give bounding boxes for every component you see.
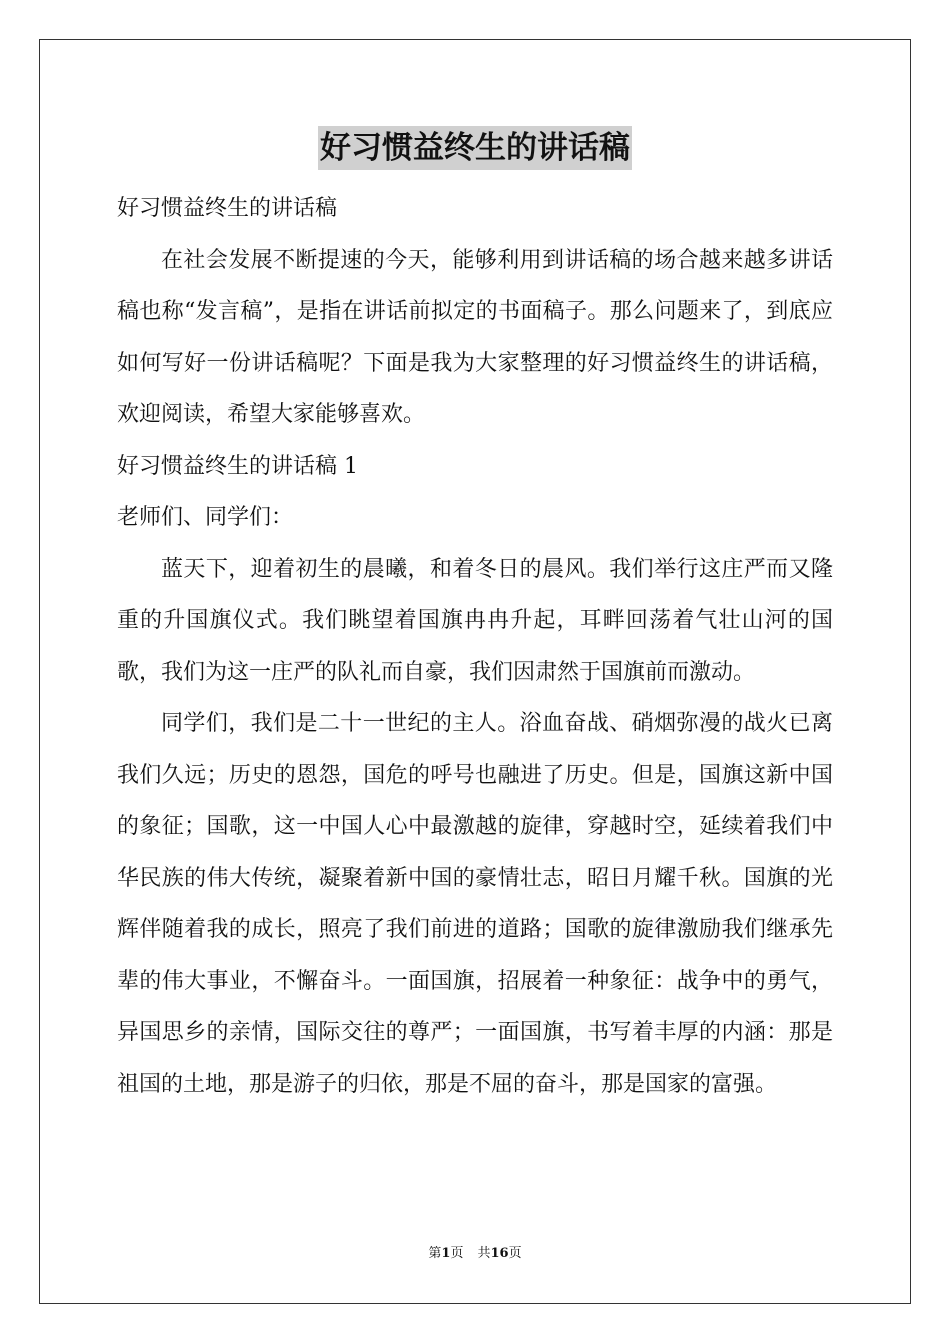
total-prefix: 共 [477, 1246, 491, 1261]
page-suffix: 页 [450, 1246, 464, 1261]
paragraph: 好习惯益终生的讲话稿 [117, 196, 338, 221]
page-footer [0, 1244, 950, 1264]
title-container [0, 126, 950, 170]
paragraph: 在社会发展不断提速的今天，能够利用到讲话稿的场合越来越多讲话稿也称“发言稿”，是指在讲话前拟定的书面稿子。那么问题来了，到底应如何写好一份讲话稿呢？下面是我为大家整理的好习惯益终生的讲话稿，欢迎阅读，希望大家能够喜欢。 [117, 247, 833, 427]
document-title: 好习惯益终生的讲话稿 [318, 126, 632, 170]
total-suffix: 页 [508, 1246, 522, 1261]
total-pages: 16 [490, 1246, 509, 1261]
paragraph: 蓝天下，迎着初生的晨曦，和着冬日的晨风。我们举行这庄严而又隆重的升国旗仪式。我们眺望着国旗冉冉升起，耳畔回荡着气壮山河的国歌，我们为这一庄严的队礼而自豪，我们因肃然于国旗前而激动。 [117, 556, 833, 685]
section-heading: 好习惯益终生的讲话稿 1 [117, 453, 358, 479]
salutation: 老师们、同学们： [117, 505, 294, 530]
page-number: 1 [441, 1246, 451, 1261]
document-body [117, 183, 833, 1110]
page-prefix: 第 [428, 1246, 442, 1261]
paragraph: 同学们，我们是二十一世纪的主人。浴血奋战、硝烟弥漫的战火已离我们久远；历史的恩怨，国危的呼号也融进了历史。但是，国旗这新中国的象征；国歌，这一中国人心中最激越的旋律，穿越时空，延续着我们中华民族的伟大传统，凝聚着新中国的豪情壮志，昭日月耀千秋。国旗的光辉伴随着我的成长，照亮了我们前进的道路；国歌的旋律激励我们继承先辈的伟大事业，不懈奋斗。一面国旗，招展着一种象征：战争中的勇气，异国思乡的亲情，国际交往的尊严；一面国旗，书写着丰厚的内涵：那是祖国的土地，那是游子的归依，那是不屈的奋斗，那是国家的富强。 [117, 711, 833, 1097]
